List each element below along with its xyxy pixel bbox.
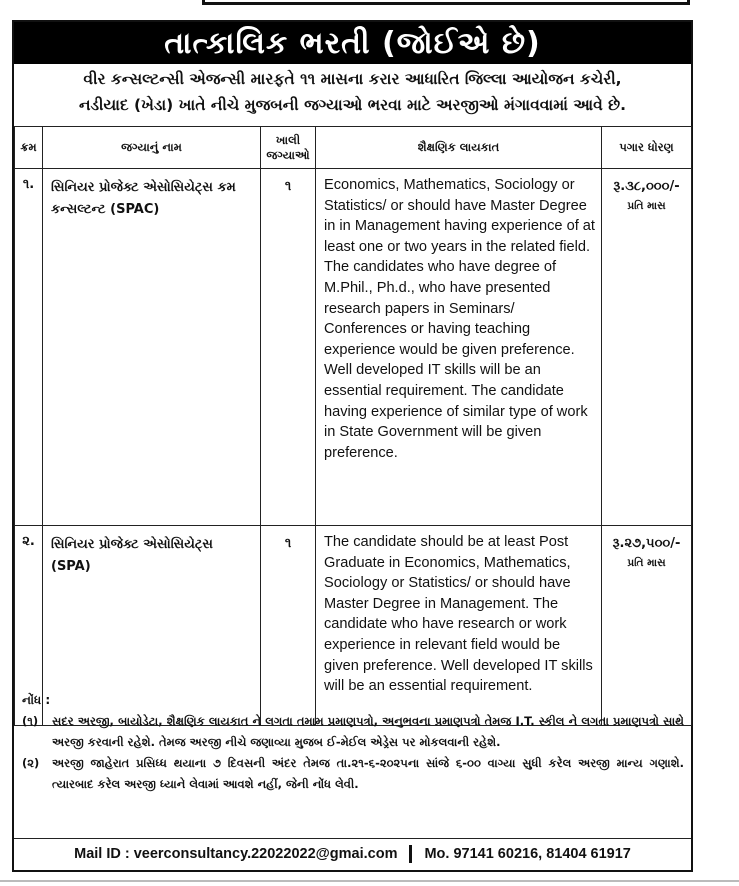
ad-title: તાત્કાલિક ભરતી (જોઈએ છે) <box>14 22 691 64</box>
bottom-rule <box>0 880 739 882</box>
top-border-fragment <box>202 0 690 5</box>
note-text: અરજી જાહેરાત પ્રસિધ્ધ થયાના ૭ દિવસની અંદર તેમજ તા.૨૧-૬-૨૦૨૫ના સાંજે ૬-૦૦ વાગ્યા સુધી કરેલ અરજી માન્ય ગણાશે. ત્યારબાદ કરેલ અરજી ધ્યાને લેવામાં આવશે નહીં, જેની નોંધ લેવી. <box>52 756 684 791</box>
email-contact: Mail ID : veerconsultancy.22022022@gmai.com <box>74 846 398 862</box>
note-text: સદર અરજી, બાયોડેટા, શૈક્ષણિક લાયકાત ને લગતા તમામ પ્રમાણપત્રો, અનુભવના પ્રમાણપત્રો તેમજ I.T. સ્કીલ ને લગતા પ્રમાણપત્રો સાથે અરજી કરવાની રહેશે. તેમજ અરજી નીચે જણાવ્યા મુજબ ઈ-મેઈલ એડ્રેસ પર મોકલવાની રહેશે. <box>52 714 684 749</box>
vacancy-count: ૧ <box>261 169 316 526</box>
note-index: (૨) <box>22 756 40 770</box>
intro-text <box>14 66 691 118</box>
row-number: ૧. <box>15 169 43 526</box>
note-index: (૧) <box>22 714 39 728</box>
vacancy-table <box>14 126 692 726</box>
notes-heading: નોંધ : <box>22 693 51 707</box>
pay-unit: પ્રતિ માસ <box>627 200 666 212</box>
intro-line-2: નડીયાદ (ખેડા) ખાતે નીચે મુજબની જગ્યાઓ ભરવા માટે અરજીઓ મંગાવવામાં આવે છે. <box>79 96 626 114</box>
pay-amount: રૂ.૨૭,૫૦૦/- <box>612 536 681 551</box>
intro-line-1: વીર કન્સલ્ટન્સી એજન્સી મારફતે ૧૧ માસના કરાર આધારિત જિલ્લા આયોજન કચેરી, <box>83 70 622 88</box>
mobile-contact: Mo. 97141 60216, 81404 61917 <box>424 846 631 862</box>
note-item <box>22 711 684 753</box>
footer-separator <box>409 845 412 863</box>
header-num: ક્રમ <box>15 127 43 169</box>
post-name: સિનિયર પ્રોજેક્ટ એસોસિયેટ્સ (SPA) <box>43 526 261 726</box>
row-number: ૨. <box>15 526 43 726</box>
vacancy-count: ૧ <box>261 526 316 726</box>
note-item <box>22 753 684 795</box>
table-header-row <box>15 127 692 169</box>
header-pay: પગાર ધોરણ <box>602 127 692 169</box>
qualification-text: The candidate should be at least Post Graduate in Economics, Mathematics, Sociology or Statistics/ or should have Master Degree in Management. The candidate who have research or work experience in relevant field would be given preference. Well developed IT skills will be an essential requirement. <box>316 526 602 726</box>
pay-cell <box>602 169 692 526</box>
header-post: જગ્યાનું નામ <box>43 127 261 169</box>
post-name: સિનિયર પ્રોજેક્ટ એસોસિયેટ્સ કમ કન્સલ્ટન્ટ (SPAC) <box>43 169 261 526</box>
header-qualification: શૈક્ષણિક લાયકાત <box>316 127 602 169</box>
pay-unit: પ્રતિ માસ <box>627 557 666 569</box>
contact-footer <box>14 838 691 869</box>
pay-amount: રૂ.૩૮,૦૦૦/- <box>613 179 680 194</box>
qualification-text: Economics, Mathematics, Sociology or Statistics/ or should have Master Degree in in Management having experience of at least one or two years in the related field. The candidates who have degree of M.Phil., Ph.d., who have presented research papers in Seminars/ Conferences or having teaching experience would be given preference. Well developed IT skills will be an essential requirement. The candidate having experience of similar type of work in State Government will be given preference. <box>316 169 602 526</box>
notes-section <box>22 690 684 795</box>
header-vacancy: ખાલી જગ્યાઓ <box>261 127 316 169</box>
table-row <box>15 169 692 526</box>
